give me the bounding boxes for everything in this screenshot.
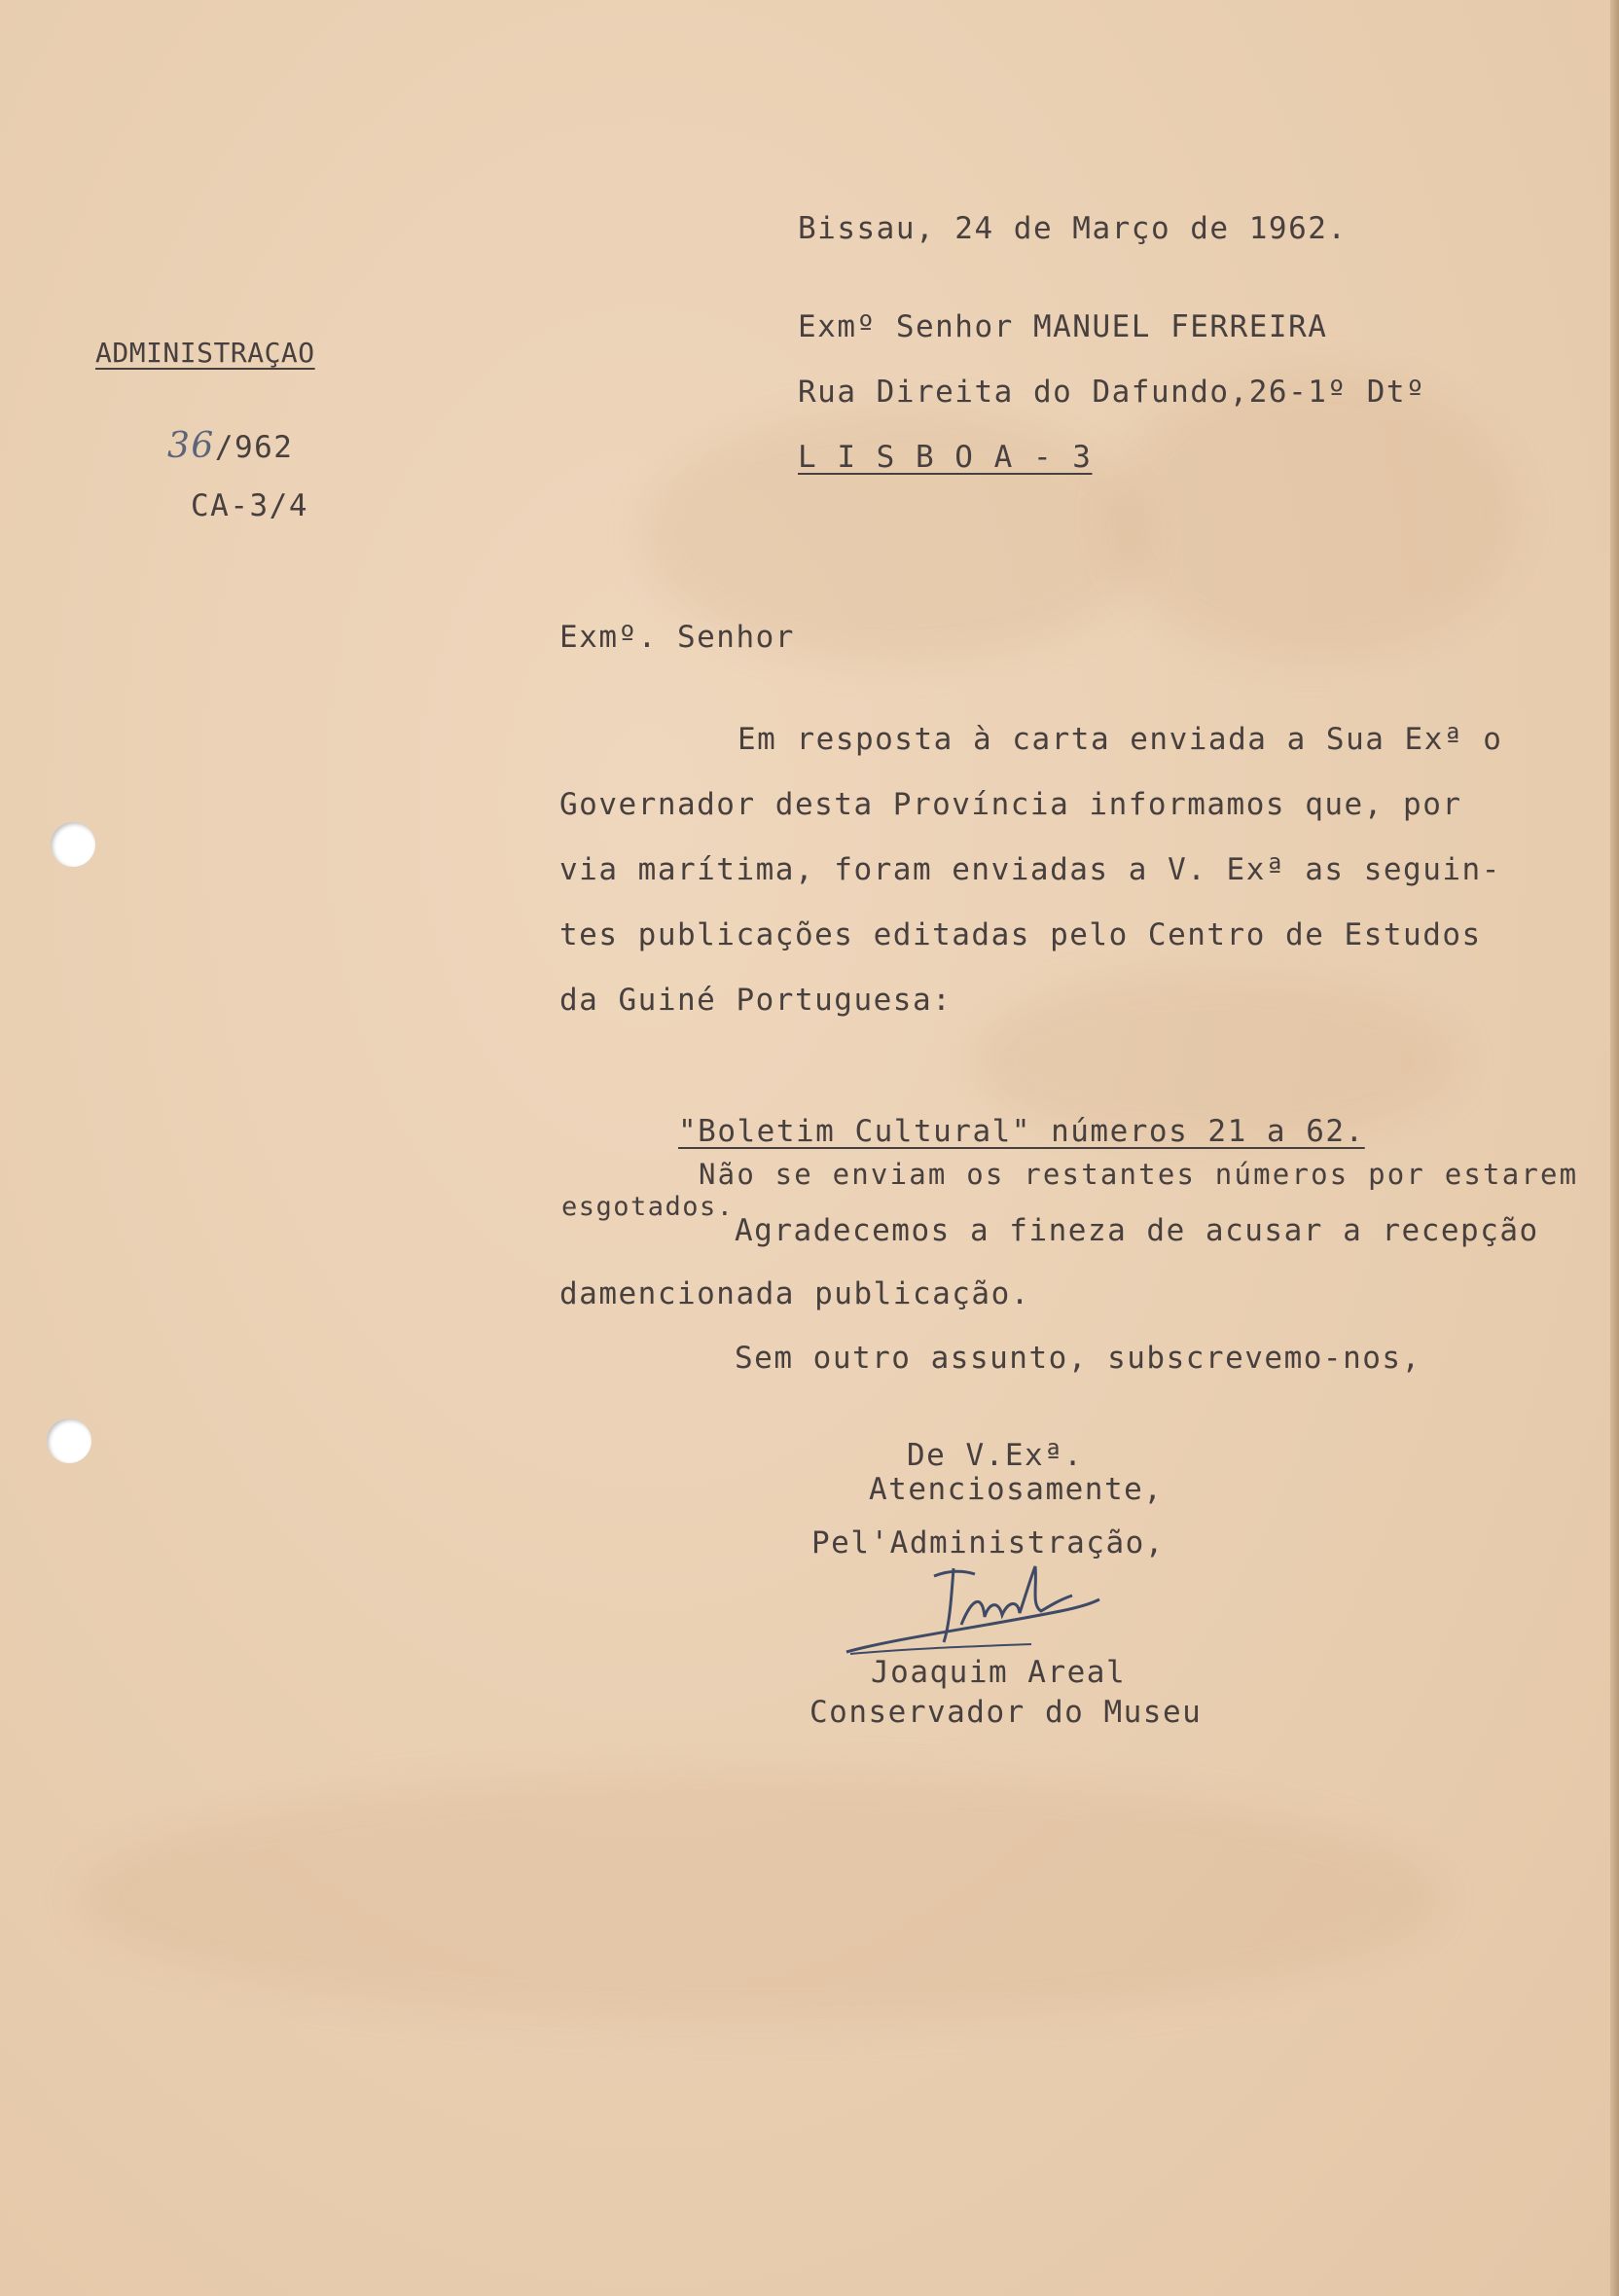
note-line: damencionada publicação. xyxy=(559,1276,1030,1311)
body-line: Governador desta Província informamos que, por xyxy=(559,787,1462,822)
reference-code: CA-3/4 xyxy=(191,488,308,523)
department-heading: ADMINISTRAÇAO xyxy=(95,337,315,369)
signoff-line: Pel'Administração, xyxy=(811,1525,1165,1561)
signatory-title: Conservador do Museu xyxy=(810,1695,1203,1730)
note-line: Não se enviam os restantes números por estarem xyxy=(699,1158,1579,1191)
publication-title: "Boletim Cultural" números 21 a 62. xyxy=(678,1114,1365,1149)
body-line: tes publicações editadas pelo Centro de Estudos xyxy=(559,917,1482,952)
place-date: Bissau, 24 de Março de 1962. xyxy=(798,211,1348,246)
note-prefix: esgotados. xyxy=(561,1192,735,1222)
body-line: Em resposta à carta enviada a Sua Exª o xyxy=(738,722,1503,757)
signatory-name: Joaquim Areal xyxy=(871,1655,1127,1690)
note-line: Agradecemos a fineza de acusar a recepção xyxy=(735,1213,1539,1248)
punch-hole xyxy=(47,1418,91,1463)
paper-stain xyxy=(1109,370,1518,662)
handwritten-number: 36 xyxy=(167,426,215,466)
recipient-name: Exmº Senhor MANUEL FERREIRA xyxy=(798,309,1328,344)
closing-line: Sem outro assunto, subscrevemo-nos, xyxy=(735,1341,1421,1376)
recipient-city: L I S B O A - 3 xyxy=(798,440,1093,475)
reference-number xyxy=(167,426,294,466)
punch-hole xyxy=(51,822,95,867)
signoff-line: Atenciosamente, xyxy=(869,1472,1164,1507)
paper-edge xyxy=(1610,0,1619,2296)
paper-stain xyxy=(78,1771,1440,2024)
signoff-line: De V.Exª. xyxy=(907,1438,1084,1473)
reference-year: /962 xyxy=(214,430,294,465)
recipient-address: Rua Direita do Dafundo,26-1º Dtº xyxy=(798,375,1426,410)
body-line: via marítima, foram enviadas a V. Exª as seguin- xyxy=(559,852,1501,887)
salutation: Exmº. Senhor xyxy=(559,620,795,655)
body-line: da Guiné Portuguesa: xyxy=(559,983,953,1018)
